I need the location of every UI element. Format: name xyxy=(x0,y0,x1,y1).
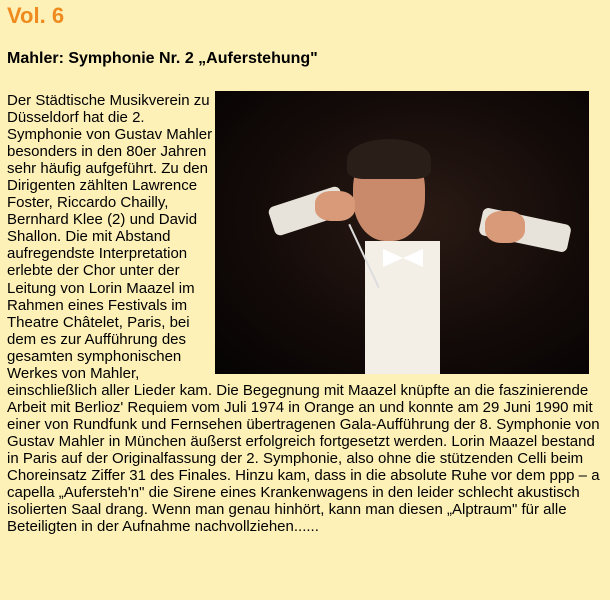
volume-heading: Vol. 6 xyxy=(7,3,65,28)
photo-spacer xyxy=(214,92,605,377)
page-title: Mahler: Symphonie Nr. 2 „Auferstehung" xyxy=(7,50,318,67)
article-text: Der Städtische Musikverein zu Düsseldorf hat die 2. Symphonie von Gustav Mahler besonders in den 80er Jahren sehr häufig aufgeführt. Zu den Dirigenten zählten Lawrence Foster, Riccardo Chailly, Bernhard Klee (2) und David Shallon. Die mit Abstand aufregendste Interpretation erlebte der Chor unter der Leitung von Lorin Maazel im Rahmen eines Festivals im Theatre Châtelet, Paris, bei dem es zur Aufführung des gesamten symphonischen Werkes von Mahler, einschließlich aller Lieder kam. Die Begegnung mit Maazel knüpfte an die faszinierende Arbeit mit Berlioz' Requiem vom Juli 1974 in Orange an und konnte am 29 Juni 1990 mit einer von Rundfunk und Fernsehen übertragenen Gala-Aufführung der 8. Symphonie von Gustav Mahler in München äußerst erfolgreich fortgesetzt werden. Lorin Maazel bestand in Paris auf der Originalfassung der 2. Symphonie, also ohne die stützenden Celli beim Choreinsatz Ziffer 31 des Finales. Hinzu kam, dass in die absolute Ruhe vor dem ppp – a capella „Aufersteh'n" die Sirene eines Krankenwagens in den leider schlecht akustisch isolierten Saal drang. Wenn man genau hinhört, kann man diesen „Alptraum" für alle Beteiligten in der Aufnahme nachvollziehen...... xyxy=(7,92,600,536)
article-body xyxy=(7,92,605,535)
